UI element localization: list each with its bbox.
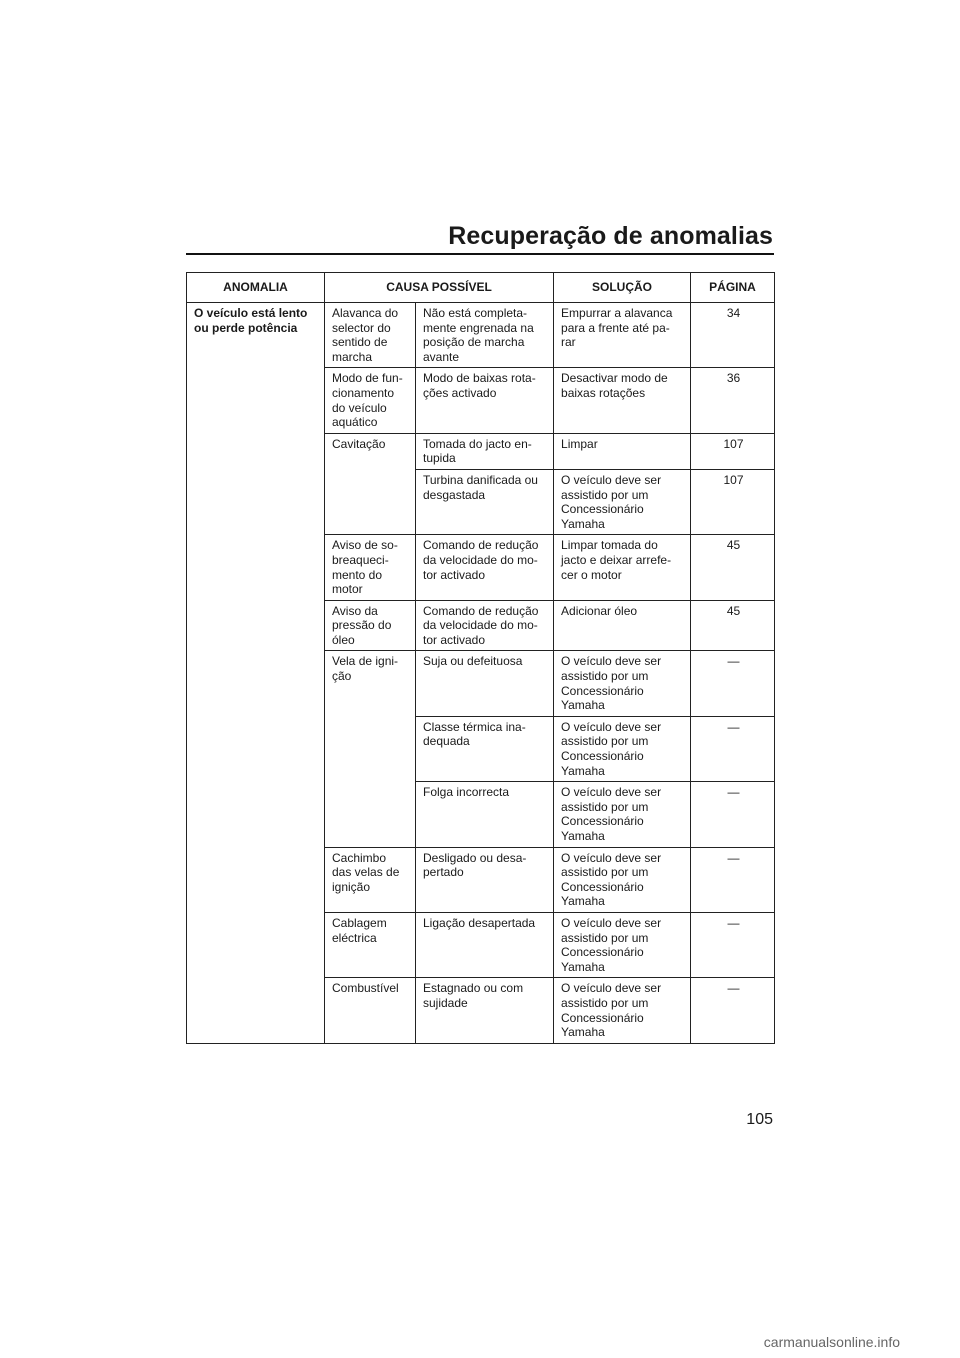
detail-text: Folga incorrecta <box>423 785 510 800</box>
solution-text: O veículo deve ser assistido por um Concessionário Yamaha <box>561 915 662 974</box>
cause-text: Cavitação <box>332 436 386 451</box>
cause-text: Aviso de so- breaqueci- mento do motor <box>332 538 398 597</box>
cause-cell <box>325 912 416 977</box>
table-header-row <box>187 273 775 303</box>
title-divider <box>186 253 774 255</box>
page-cell: 45 <box>691 535 775 600</box>
detail-text: Comando de redução da velocidade do mo- tor activado <box>423 603 539 647</box>
solution-cell <box>554 912 691 977</box>
solution-text: O veículo deve ser assistido por um Concessionário Yamaha <box>561 472 662 531</box>
solution-text: O veículo deve ser assistido por um Concessionário Yamaha <box>561 719 662 778</box>
detail-text: Não está completa- mente engrenada na posição de marcha avante <box>423 306 534 364</box>
detail-text: Tomada do jacto en- tupida <box>423 436 532 466</box>
page-cell: 34 <box>691 303 775 368</box>
solution-text: O veículo deve ser assistido por um Concessionário Yamaha <box>561 654 662 713</box>
anomaly-text: O veículo está lento ou perde potência <box>194 306 308 335</box>
detail-text: Classe térmica ina- dequada <box>423 719 526 749</box>
solution-cell <box>554 978 691 1043</box>
detail-cell <box>416 368 554 433</box>
anomaly-cell <box>187 303 325 1044</box>
solution-cell <box>554 303 691 368</box>
detail-text: Desligado ou desa- pertado <box>423 850 527 880</box>
detail-text: Modo de baixas rota- ções activado <box>423 371 536 400</box>
page-cell: 107 <box>691 469 775 534</box>
solution-text: Limpar tomada do jacto e deixar arrefe- cer o motor <box>561 538 672 582</box>
cause-cell <box>325 978 416 1043</box>
cause-cell <box>325 651 416 847</box>
page-number: 105 <box>746 1111 773 1128</box>
cause-text: Combustível <box>332 981 399 996</box>
page-cell: — <box>691 847 775 912</box>
detail-cell <box>416 535 554 600</box>
solution-text: O veículo deve ser assistido por um Concessionário Yamaha <box>561 850 662 909</box>
detail-cell <box>416 782 554 847</box>
page-cell: 36 <box>691 368 775 433</box>
cause-text: Cachimbo das velas de ignição <box>332 850 400 894</box>
header-cause: CAUSA POSSÍVEL <box>325 273 554 303</box>
cause-text: Alavanca do selector do sentido de marcha <box>332 306 399 364</box>
page-cell: 45 <box>691 600 775 651</box>
detail-text: Turbina danificada ou desgastada <box>423 472 538 502</box>
solution-cell <box>554 847 691 912</box>
detail-cell <box>416 716 554 781</box>
header-solution: SOLUÇÃO <box>554 273 691 303</box>
detail-text: Comando de redução da velocidade do mo- tor activado <box>423 538 539 582</box>
detail-cell <box>416 303 554 368</box>
page-cell: — <box>691 782 775 847</box>
page-title: Recuperação de anomalias <box>448 222 773 250</box>
cause-cell <box>325 433 416 535</box>
solution-text: O veículo deve ser assistido por um Concessionário Yamaha <box>561 785 662 843</box>
detail-cell <box>416 847 554 912</box>
cause-text: Modo de fun- cionamento do veículo aquático <box>332 371 403 430</box>
page-cell: — <box>691 912 775 977</box>
cause-text: Vela de igni- ção <box>332 654 399 684</box>
solution-cell <box>554 535 691 600</box>
detail-cell <box>416 433 554 469</box>
header-page: PÁGINA <box>691 273 775 303</box>
page-cell: 107 <box>691 433 775 469</box>
cause-text: Cablagem eléctrica <box>332 915 387 945</box>
solution-cell <box>554 782 691 847</box>
page-cell: — <box>691 978 775 1043</box>
watermark-text: carmanualsonline.info <box>763 1334 900 1350</box>
solution-cell <box>554 368 691 433</box>
header-anomaly: ANOMALIA <box>187 273 325 303</box>
detail-cell <box>416 912 554 977</box>
cause-cell <box>325 600 416 651</box>
table-row <box>187 303 775 368</box>
solution-cell <box>554 600 691 651</box>
solution-cell <box>554 651 691 716</box>
page-cell: — <box>691 716 775 781</box>
detail-text: Estagnado ou com sujidade <box>423 981 524 1010</box>
cause-cell <box>325 535 416 600</box>
cause-text: Aviso da pressão do óleo <box>332 603 392 647</box>
solution-text: Limpar <box>561 436 598 451</box>
solution-cell <box>554 716 691 781</box>
detail-cell <box>416 651 554 716</box>
solution-cell <box>554 433 691 469</box>
solution-text: O veículo deve ser assistido por um Concessionário Yamaha <box>561 981 662 1040</box>
detail-cell <box>416 469 554 534</box>
troubleshooting-table <box>186 272 775 1044</box>
solution-text: Desactivar modo de baixas rotações <box>561 371 668 400</box>
solution-text: Empurrar a alavanca para a frente até pa- rar <box>561 306 673 350</box>
page-cell: — <box>691 651 775 716</box>
detail-text: Ligação desapertada <box>423 915 536 930</box>
cause-cell <box>325 847 416 912</box>
detail-cell <box>416 600 554 651</box>
solution-cell <box>554 469 691 534</box>
detail-text: Suja ou defeituosa <box>423 654 523 669</box>
cause-cell <box>325 303 416 368</box>
solution-text: Adicionar óleo <box>561 603 638 618</box>
detail-cell <box>416 978 554 1043</box>
cause-cell <box>325 368 416 433</box>
